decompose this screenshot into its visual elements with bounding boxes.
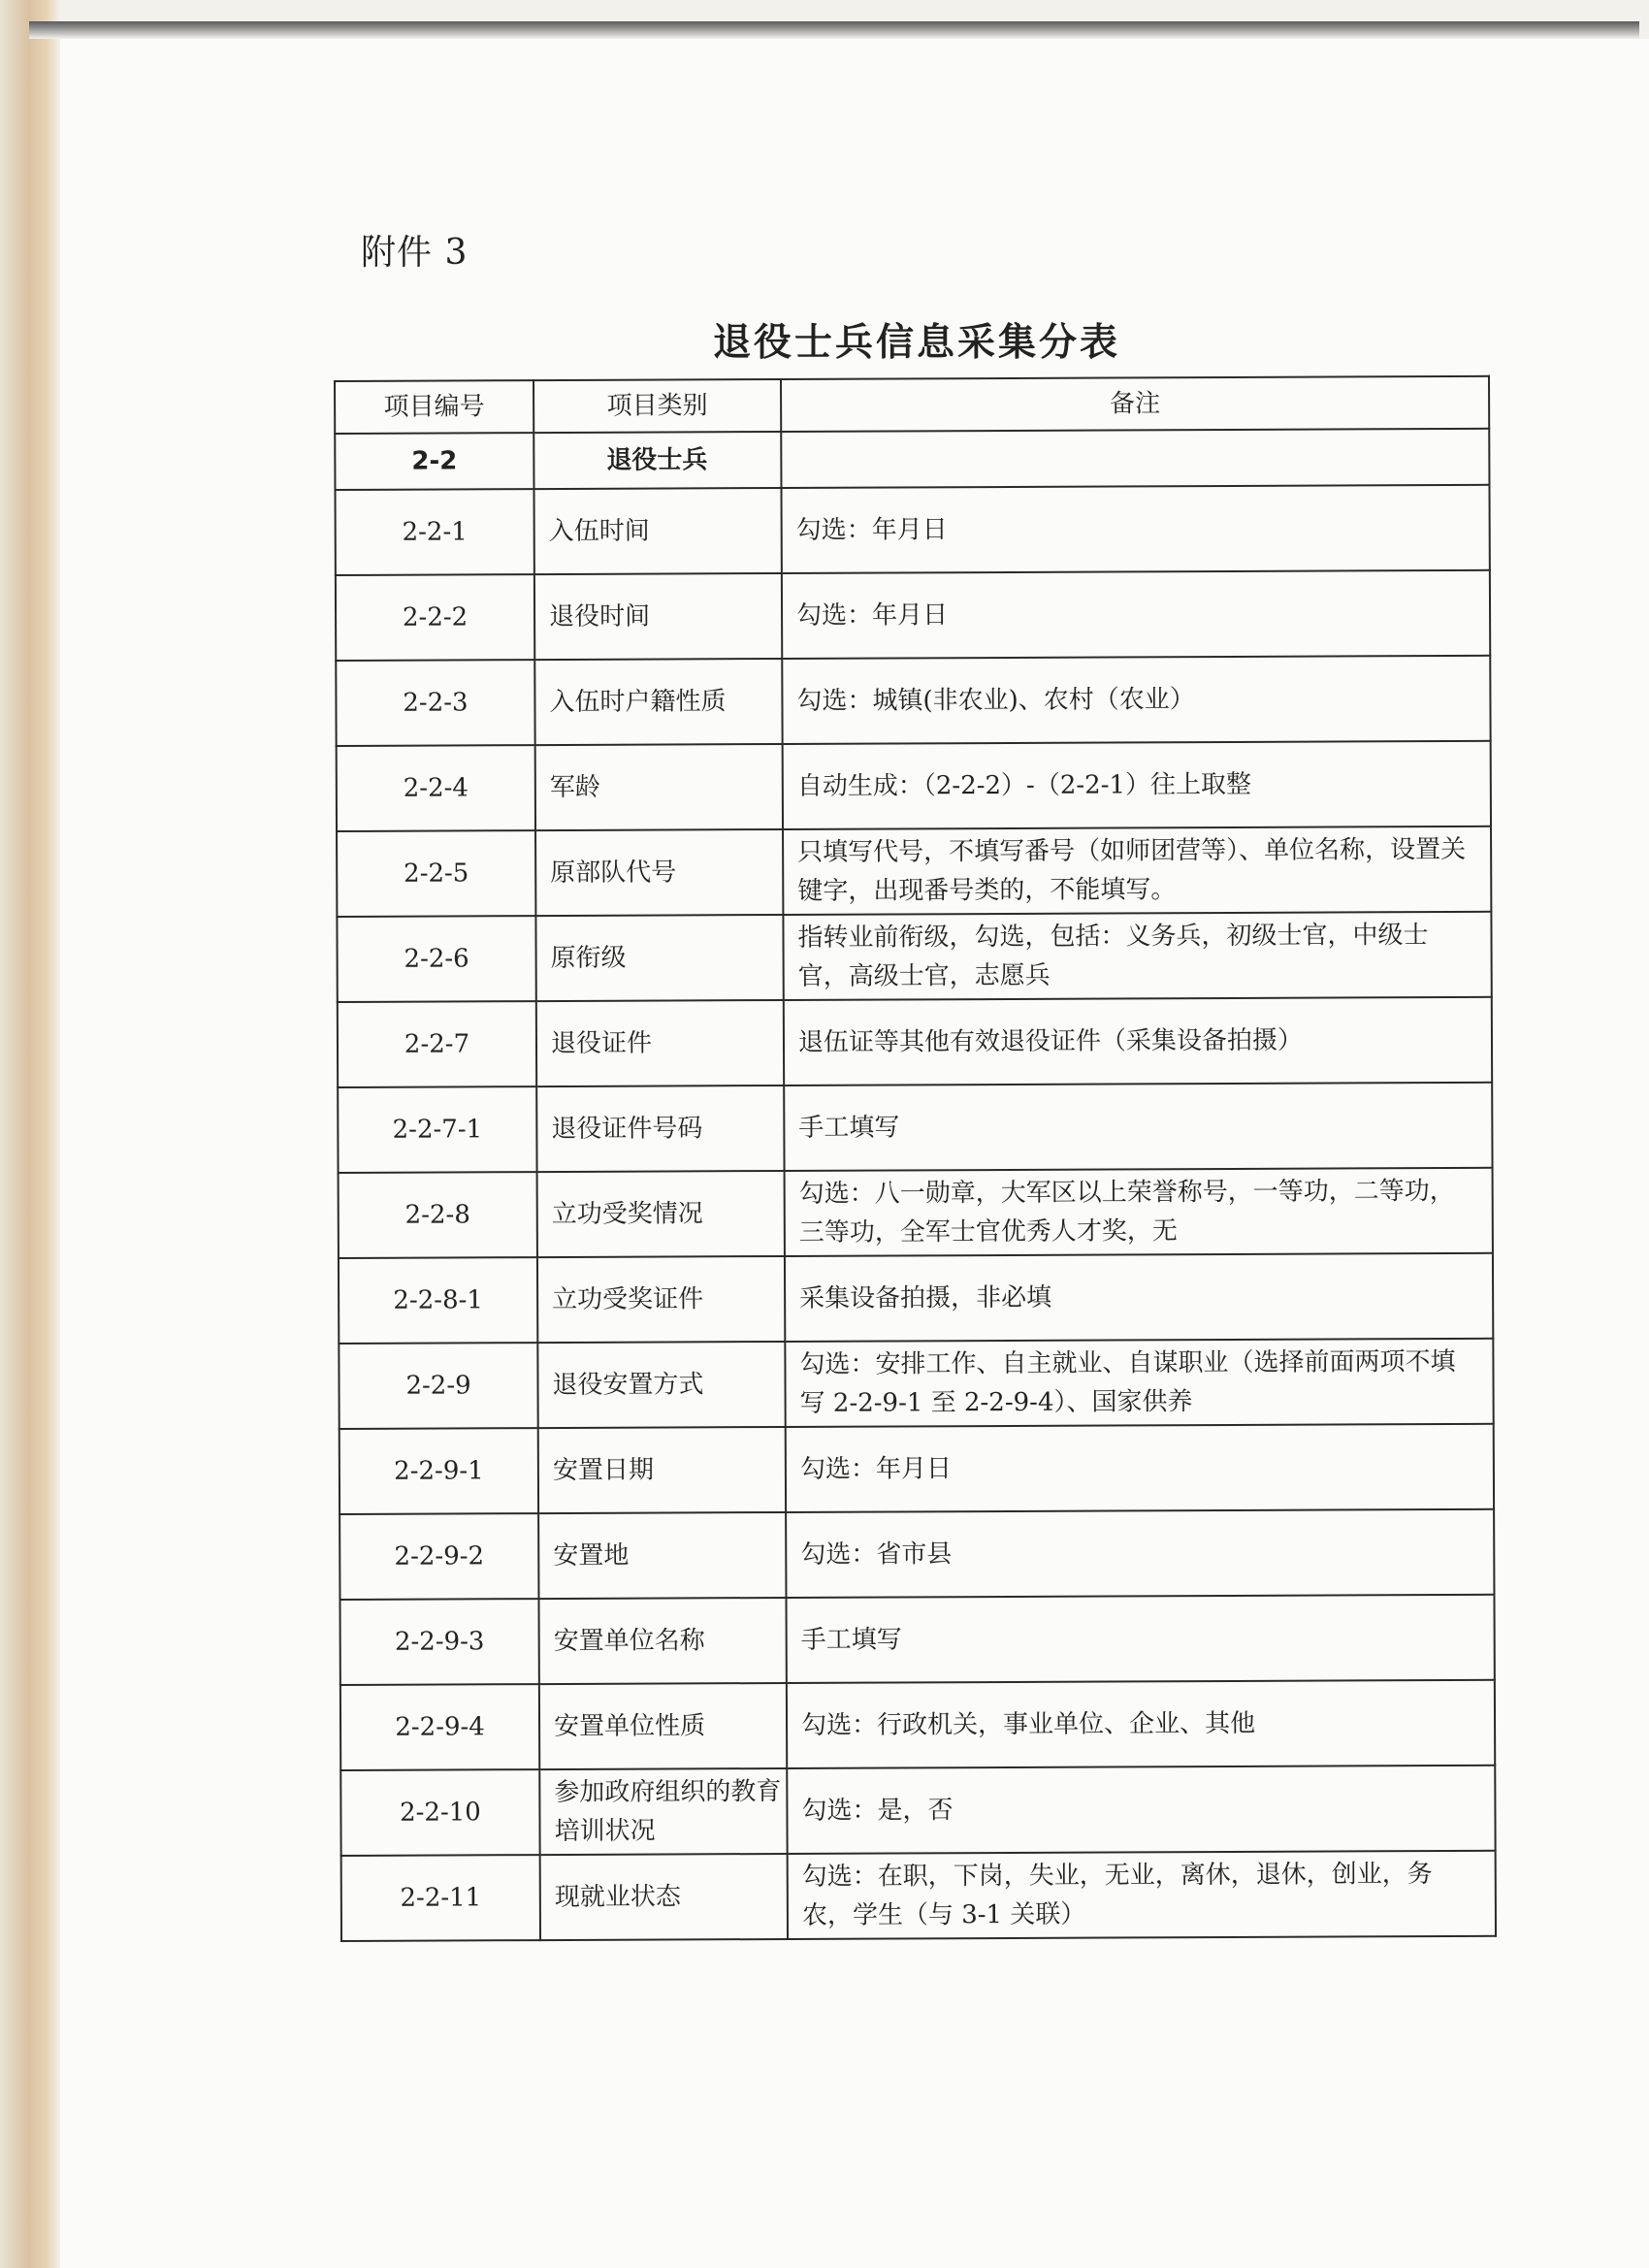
table-row [340, 1509, 1494, 1600]
row-note: 勾选：在职，下岗，失业，无业，离休，退休，创业，务农，学生（与 3-1 关联） [788, 1851, 1496, 1939]
scan-edge-top [29, 21, 1639, 39]
row-category: 安置单位性质 [539, 1683, 787, 1769]
row-code: 2-2-5 [337, 830, 535, 917]
table-row [336, 570, 1490, 661]
info-table [334, 375, 1497, 1942]
row-note: 手工填写 [784, 1083, 1492, 1171]
table-row [340, 1424, 1494, 1514]
group-note [781, 429, 1489, 488]
table-row [340, 1766, 1495, 1856]
row-category: 立功受奖证件 [537, 1256, 785, 1343]
table-row [337, 826, 1491, 917]
group-code: 2-2 [335, 433, 534, 490]
table-header-row [335, 376, 1489, 434]
row-code: 2-2-7-1 [338, 1086, 536, 1173]
row-category: 入伍时间 [534, 488, 781, 574]
row-note: 勾选：省市县 [786, 1509, 1494, 1598]
row-code: 2-2-7 [338, 1001, 536, 1087]
header-category: 项目类别 [534, 379, 781, 433]
row-category: 安置地 [538, 1512, 786, 1599]
row-category: 退役安置方式 [537, 1342, 785, 1428]
row-category: 参加政府组织的教育培训状况 [539, 1768, 787, 1855]
row-code: 2-2-1 [335, 489, 534, 575]
table-row [338, 997, 1492, 1087]
table-row [337, 741, 1491, 831]
row-note: 勾选：安排工作、自主就业、自谋职业（选择前面两项不填写 2-2-9-1 至 2-2-9-4）、国家供养 [785, 1339, 1493, 1427]
row-code: 2-2-8-1 [339, 1257, 537, 1344]
row-code: 2-2-6 [337, 916, 535, 1002]
row-note: 手工填写 [786, 1595, 1494, 1683]
page-title: 退役士兵信息采集分表 [712, 321, 1120, 365]
table-row [335, 485, 1489, 575]
row-note: 只填写代号，不填写番号（如师团营等）、单位名称，设置关键字，出现番号类的，不能填写。 [783, 826, 1491, 915]
row-code: 2-2-11 [341, 1855, 540, 1941]
row-note: 勾选：行政机关，事业单位、企业、其他 [787, 1680, 1495, 1768]
table-row [340, 1595, 1494, 1685]
row-note: 指转业前衔级，勾选，包括：义务兵，初级士官，中级士官，高级士官，志愿兵 [783, 912, 1491, 1000]
table-row [338, 1083, 1492, 1173]
group-category: 退役士兵 [534, 432, 781, 489]
table-row [336, 656, 1490, 746]
group-row [335, 429, 1489, 490]
table-row [339, 1339, 1493, 1429]
table-row [337, 912, 1491, 1002]
table-row [339, 1168, 1493, 1258]
row-code: 2-2-10 [340, 1769, 539, 1856]
attachment-label: 附件 3 [361, 233, 469, 273]
row-note: 勾选：年月日 [782, 570, 1490, 659]
row-note: 勾选：城镇(非农业)、农村（农业） [782, 656, 1490, 744]
header-code: 项目编号 [335, 380, 534, 434]
row-code: 2-2-9 [339, 1343, 537, 1429]
table-row [341, 1851, 1496, 1941]
row-category: 退役证件 [536, 1000, 784, 1086]
row-category: 退役时间 [534, 573, 782, 660]
table-row [340, 1680, 1495, 1770]
row-note: 勾选：八一勋章，大军区以上荣誉称号，一等功，二等功，三等功，全军士官优秀人才奖，无 [785, 1168, 1493, 1256]
row-category: 安置日期 [538, 1427, 786, 1513]
row-code: 2-2-9-1 [340, 1428, 538, 1514]
row-note: 勾选：年月日 [786, 1424, 1494, 1512]
row-category: 退役证件号码 [536, 1085, 784, 1172]
row-note: 退伍证等其他有效退役证件（采集设备拍摄） [784, 997, 1492, 1085]
table-row [339, 1253, 1493, 1344]
row-category: 原衔级 [535, 915, 783, 1001]
row-code: 2-2-8 [339, 1172, 537, 1258]
row-note: 自动生成：（2-2-2）-（2-2-1）往上取整 [783, 741, 1491, 829]
row-code: 2-2-4 [337, 745, 535, 831]
row-note: 勾选：年月日 [781, 485, 1489, 573]
row-category: 原部队代号 [535, 829, 783, 916]
row-note: 勾选：是，否 [787, 1766, 1495, 1854]
row-category: 立功受奖情况 [537, 1171, 785, 1257]
row-code: 2-2-3 [336, 660, 534, 746]
row-category: 现就业状态 [540, 1854, 788, 1940]
row-code: 2-2-9-3 [340, 1599, 538, 1685]
row-category: 安置单位名称 [538, 1598, 786, 1684]
row-category: 入伍时户籍性质 [534, 659, 782, 745]
row-code: 2-2-9-2 [340, 1513, 538, 1600]
header-note: 备注 [781, 376, 1489, 432]
row-note: 采集设备拍摄，非必填 [785, 1253, 1493, 1342]
row-code: 2-2-2 [336, 574, 534, 661]
row-category: 军龄 [535, 744, 783, 830]
row-code: 2-2-9-4 [340, 1684, 539, 1770]
